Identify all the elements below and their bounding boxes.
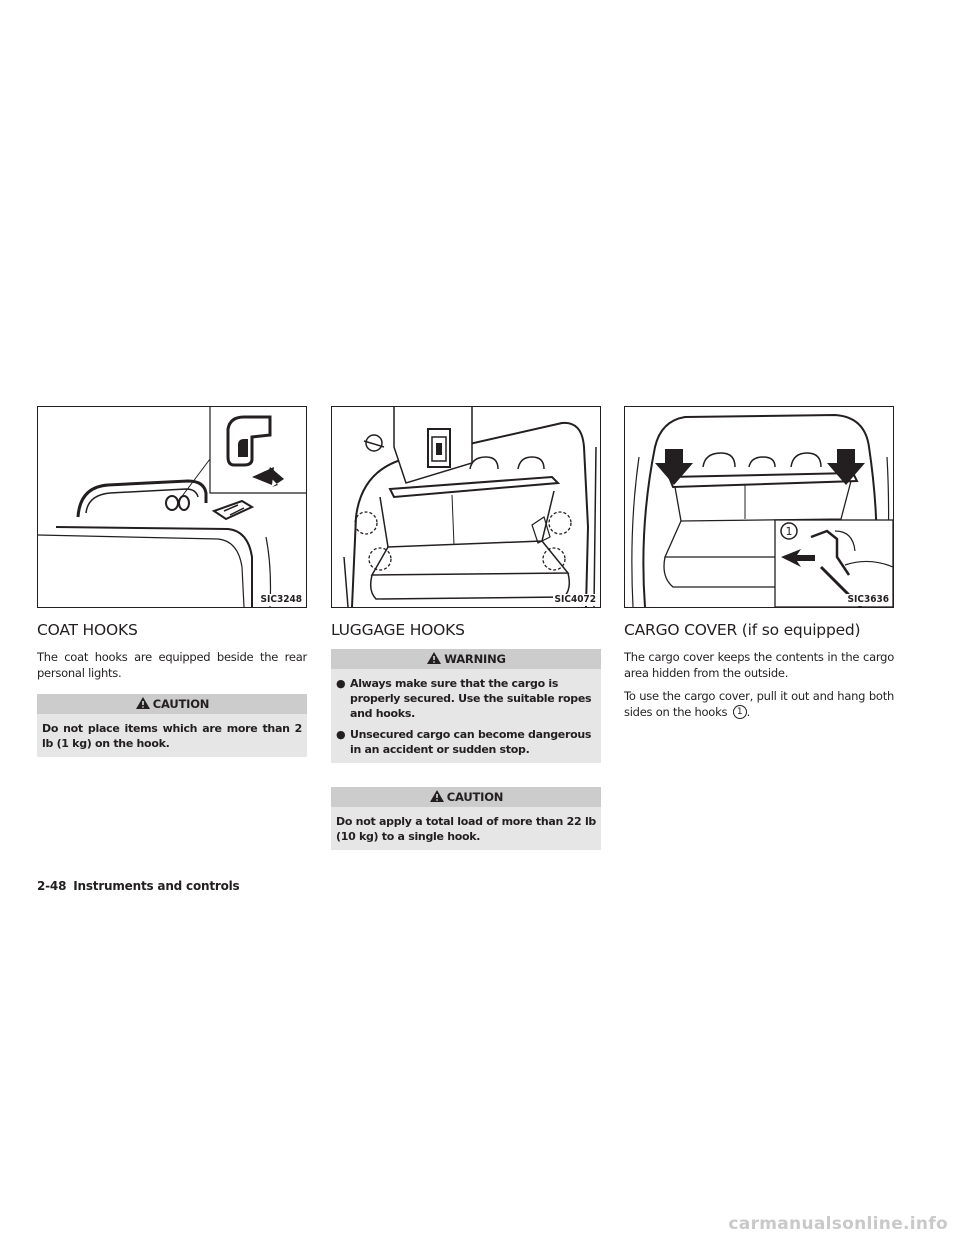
warning-label: WARNING xyxy=(444,652,506,666)
caution-box xyxy=(37,694,307,757)
section-title: COAT HOOKS xyxy=(37,621,138,639)
caution-label: CAUTION xyxy=(152,697,210,711)
body-paragraph: The cargo cover keeps the contents in the cargo area hidden from the outside. xyxy=(624,650,894,680)
page-footer xyxy=(37,879,240,893)
caution-text: Do not place items which are more than 2 lb (1 kg) on the hook. xyxy=(42,722,302,750)
figure-id: SIC3636 xyxy=(847,594,889,605)
luggage-hook-drawing xyxy=(332,407,600,607)
chapter-title: Instruments and controls xyxy=(73,879,240,893)
caution-header xyxy=(331,787,601,807)
caution-text: Do not apply a total load of more than 22 lb (10 kg) to a single hook. xyxy=(336,815,596,843)
cargo-cover-drawing xyxy=(625,407,893,607)
section-coat-hooks xyxy=(37,406,307,757)
warning-item-text: Unsecured cargo can become dangerous in an accident or sudden stop. xyxy=(350,728,592,756)
body-paragraph xyxy=(624,688,894,720)
caution-box xyxy=(331,787,601,850)
body-trailing: . xyxy=(746,705,751,719)
page-number: 2-48 xyxy=(37,879,67,893)
callout-number: 1 xyxy=(733,705,747,719)
warning-list xyxy=(336,676,596,757)
warning-triangle-icon xyxy=(135,696,151,710)
luggage-hook-illustration xyxy=(331,406,601,608)
body-text: To use the cargo cover, pull it out and hang both sides on the hooks xyxy=(624,689,894,719)
caution-label: CAUTION xyxy=(446,790,504,804)
warning-header xyxy=(331,649,601,669)
figure-id: SIC4072 xyxy=(554,594,596,605)
bullet-icon: ● xyxy=(336,728,346,741)
warning-triangle-icon xyxy=(429,789,445,803)
caution-header xyxy=(37,694,307,714)
section-cargo-cover xyxy=(624,406,894,727)
bullet-icon: ● xyxy=(336,677,346,690)
list-item xyxy=(336,727,596,757)
section-title: CARGO COVER (if so equipped) xyxy=(624,621,861,639)
coat-hook-drawing xyxy=(38,407,306,607)
section-title: LUGGAGE HOOKS xyxy=(331,621,465,639)
list-item xyxy=(336,676,596,721)
section-luggage-hooks xyxy=(331,406,601,850)
warning-triangle-icon xyxy=(426,651,442,665)
coat-hook-illustration xyxy=(37,406,307,608)
body-paragraph: The coat hooks are equipped beside the rear personal lights. xyxy=(37,650,307,680)
watermark: carmanualsonline.info xyxy=(728,1214,948,1234)
figure-id: SIC3248 xyxy=(260,594,302,605)
cargo-cover-illustration xyxy=(624,406,894,608)
svg-text:1: 1 xyxy=(785,525,793,538)
warning-item-text: Always make sure that the cargo is properly secured. Use the suitable ropes and hooks. xyxy=(350,677,592,720)
warning-box xyxy=(331,649,601,763)
